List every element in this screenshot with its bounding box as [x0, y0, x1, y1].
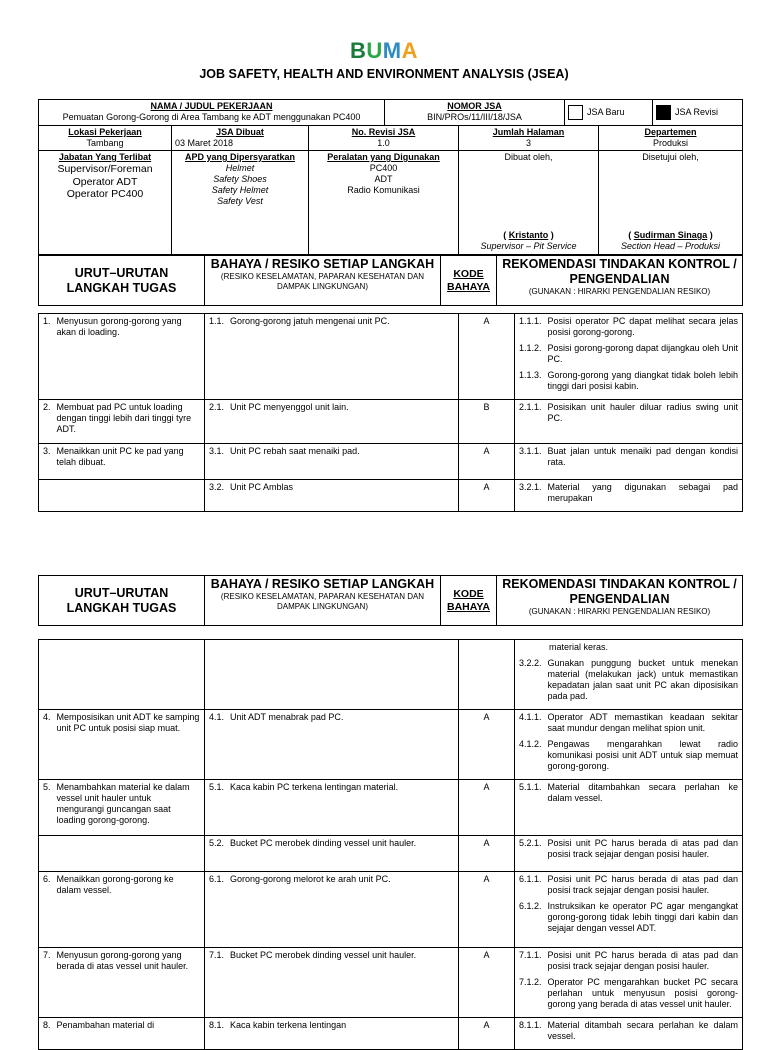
nama-value: Pemuatan Gorong-Gorong di Area Tambang ke ADT menggunakan PC400 [62, 112, 361, 122]
hazard-text: Unit PC rebah saat menaiki pad. [230, 446, 360, 456]
recommendation-item [519, 712, 738, 734]
table-row [39, 948, 743, 1018]
nama-cell [39, 100, 385, 126]
apd-item: Safety Vest [217, 196, 263, 206]
buma-logo [0, 38, 768, 64]
recommendation-text: Material yang digunakan sebagai pad merupakan [547, 482, 738, 503]
col-bahaya [205, 256, 441, 306]
apd-item: Helmet [225, 163, 255, 173]
recommendation-cell [515, 480, 743, 512]
lokasi-value: Tambang [86, 138, 124, 148]
jabatan-label: Jabatan Yang Terlibat [58, 152, 152, 162]
recommendation-cell [515, 710, 743, 780]
recommendation-item [519, 482, 738, 504]
hazard-number: 5.1. [209, 782, 225, 792]
hazard-cell [205, 480, 459, 512]
step-number: 1. [43, 316, 51, 326]
table-row [39, 480, 743, 512]
kode-cell [459, 780, 515, 836]
recommendation-number: 7.1.2. [519, 977, 542, 987]
signer-2-role: Section Head – Produksi [620, 241, 721, 251]
nomor-cell [385, 100, 565, 126]
step-cell [39, 872, 205, 948]
col-rekom-label: REKOMENDASI TINDAKAN KONTROL / PENGENDALIAN [502, 577, 737, 606]
jsa-baru-checkbox[interactable] [568, 105, 583, 120]
hazard-text: Kaca kabin PC terkena lentingan material. [230, 782, 399, 792]
recommendation-number: 4.1.1. [519, 712, 542, 722]
peralatan-item: PC400 [369, 163, 398, 173]
disetujui-oleh-cell: Disetujui oleh, ( Sudirman Sinaga ) Section Head – Produksi [599, 151, 743, 255]
recommendation-cell [515, 314, 743, 400]
kode-value: A [483, 950, 490, 960]
step-cell [39, 314, 205, 400]
recommendation-number: 3.1.1. [519, 446, 542, 456]
dibuat-cell [172, 126, 309, 151]
step-text: Membuat pad PC untuk loading dengan tinggi lebih dari tinggi tyre ADT. [56, 402, 192, 434]
jabatan-item: Supervisor/Foreman [57, 163, 153, 175]
col-rekom [497, 576, 743, 626]
table-row [39, 1018, 743, 1050]
apd-label: APD yang Dipersyaratkan [184, 152, 296, 162]
logo-letter-u: U [366, 38, 383, 63]
column-header-1 [38, 255, 743, 306]
kode-cell [459, 1018, 515, 1050]
recommendation-item [519, 950, 738, 972]
recommendation-text: Instruksikan ke operator PC agar mengangkat gorong-gorong tidak lebih tinggi dari kabin dan sejajar dengan vessel ADT. [547, 901, 738, 933]
dibuat-oleh-label: Dibuat oleh, [504, 152, 553, 162]
dibuat-label: JSA Dibuat [216, 127, 264, 137]
col-rekom-sub: (GUNAKAN : HIRARKI PENGENDALIAN RESIKO) [528, 287, 711, 296]
recommendation-text: Posisi unit PC harus berada di atas pad dan posisi track sejajar dengan posisi hauler. [547, 874, 738, 895]
recommendation-text: Posisi operator PC dapat melihat secara jelas posisi gorong-gorong. [547, 316, 738, 337]
recommendation-item [519, 874, 738, 896]
table-row [39, 640, 743, 710]
recommendation-number: 5.1.1. [519, 782, 542, 792]
hazard-text: Gorong-gorong melorot ke arah unit PC. [230, 874, 391, 884]
step-cell [39, 480, 205, 512]
kode-value: A [483, 782, 490, 792]
hazard-number: 3.1. [209, 446, 225, 456]
recommendation-text: Gunakan punggung bucket untuk menekan material (melakukan jack) untuk memastikan kepadatan jalan saat unit PC akan diposisikan pada pad. [547, 658, 738, 701]
recommendation-text: Material ditambah secara perlahan ke dalam vessel. [547, 1020, 738, 1041]
peralatan-item: Radio Komunikasi [347, 185, 420, 195]
col-rekom-label: REKOMENDASI TINDAKAN KONTROL / PENGENDALIAN [502, 257, 737, 286]
hazard-number: 4.1. [209, 712, 225, 722]
col-bahaya [205, 576, 441, 626]
recommendation-text: Operator PC mengarahkan bucket PC secara perlahan untuk menyusun posisi gorong-gorong yang berada di atas vessel unit hauler. [547, 977, 738, 1009]
step-cell [39, 780, 205, 836]
hazard-number: 7.1. [209, 950, 225, 960]
col-kode [441, 576, 497, 626]
hazard-number: 3.2. [209, 482, 225, 492]
recommendation-text: Material ditambahkan secara perlahan ke dalam vessel. [547, 782, 738, 803]
kode-cell [459, 710, 515, 780]
recommendation-cell [515, 780, 743, 836]
step-text: Menambahkan material ke dalam vessel unit hauler untuk mengurangi guncangan saat loading gorong-gorong. [56, 782, 190, 825]
apd-cell [172, 151, 309, 255]
table-row [39, 314, 743, 400]
recommendation-item [519, 658, 738, 702]
table-row [39, 872, 743, 948]
kode-value: A [483, 316, 490, 326]
header-table [38, 99, 743, 126]
recommendation-text: material keras. [549, 642, 609, 652]
hazard-text: Unit PC Amblas [230, 482, 294, 492]
recommendation-item [519, 370, 738, 392]
recommendation-text: Buat jalan untuk menaiki pad dengan kondisi rata. [547, 446, 738, 467]
recommendation-item [519, 316, 738, 338]
recommendation-cell [515, 836, 743, 872]
recommendation-number: 1.1.1. [519, 316, 542, 326]
recommendation-number: 3.2.1. [519, 482, 542, 492]
recommendation-item [519, 739, 738, 772]
recommendation-item [519, 343, 738, 365]
recommendation-number: 4.1.2. [519, 739, 542, 749]
recommendation-number: 1.1.2. [519, 343, 542, 353]
kode-value: A [483, 838, 490, 848]
recommendation-item [519, 642, 738, 653]
table-row [39, 400, 743, 444]
step-cell [39, 836, 205, 872]
hazard-cell [205, 314, 459, 400]
hazard-cell [205, 710, 459, 780]
kode-value: A [483, 1020, 490, 1030]
col-kode-label: KODE BAHAYA [447, 267, 490, 293]
step-cell [39, 1018, 205, 1050]
kode-value: A [483, 712, 490, 722]
recommendation-cell [515, 1018, 743, 1050]
step-number: 6. [43, 874, 51, 884]
kode-cell [459, 444, 515, 480]
hazard-text: Gorong-gorong jatuh mengenai unit PC. [230, 316, 390, 326]
step-number: 2. [43, 402, 51, 412]
recommendation-text: Operator ADT memastikan keadaan sekitar saat mundur dengan melihat spion unit. [547, 712, 738, 733]
step-number: 7. [43, 950, 51, 960]
hazard-number: 6.1. [209, 874, 225, 884]
hazard-text: Unit PC menyenggol unit lain. [230, 402, 349, 412]
step-text: Menyusun gorong-gorong yang akan di loading. [56, 316, 182, 337]
jsa-rows-page-1 [38, 313, 743, 512]
kode-value: B [483, 402, 490, 412]
recommendation-cell [515, 948, 743, 1018]
jsa-revisi-checkbox[interactable] [656, 105, 671, 120]
recommendation-number: 7.1.1. [519, 950, 542, 960]
recommendation-item [519, 402, 738, 424]
lokasi-cell [39, 126, 172, 151]
col-rekom [497, 256, 743, 306]
step-text: Memposisikan unit ADT ke samping unit PC untuk posisi siap muat. [56, 712, 200, 733]
halaman-label: Jumlah Halaman [492, 127, 565, 137]
lokasi-label: Lokasi Pekerjaan [68, 127, 142, 137]
step-cell [39, 710, 205, 780]
table-row [39, 444, 743, 480]
kode-cell [459, 640, 515, 710]
hazard-text: Bucket PC merobek dinding vessel unit hauler. [230, 838, 417, 848]
hazard-cell [205, 872, 459, 948]
peralatan-item: ADT [374, 174, 393, 184]
recommendation-number: 6.1.1. [519, 874, 542, 884]
kode-cell [459, 836, 515, 872]
step-text: Menyusun gorong-gorong yang berada di atas vessel unit hauler. [56, 950, 189, 971]
hazard-cell [205, 640, 459, 710]
recommendation-text: Posisikan unit hauler diluar radius swing unit PC. [547, 402, 738, 423]
nama-label: NAMA / JUDUL PEKERJAAN [150, 101, 273, 111]
col-kode-label: KODE BAHAYA [447, 587, 490, 613]
nomor-label: NOMOR JSA [447, 101, 502, 111]
hazard-number: 5.2. [209, 838, 225, 848]
recommendation-number: 1.1.3. [519, 370, 542, 380]
recommendation-cell [515, 640, 743, 710]
step-cell [39, 948, 205, 1018]
col-bahaya-label: BAHAYA / RESIKO SETIAP LANGKAH [210, 257, 435, 271]
col-rekom-sub: (GUNAKAN : HIRARKI PENGENDALIAN RESIKO) [528, 607, 711, 616]
hazard-number: 2.1. [209, 402, 225, 412]
halaman-cell [459, 126, 599, 151]
recommendation-number: 8.1.1. [519, 1020, 542, 1030]
jsa-revisi-label: JSA Revisi [675, 106, 719, 117]
recommendation-item [519, 901, 738, 934]
logo-letter-a: A [401, 38, 418, 63]
jsa-baru-cell [565, 100, 653, 126]
hazard-cell [205, 444, 459, 480]
peralatan-cell [309, 151, 459, 255]
signer-2-name: Sudirman Sinaga [633, 230, 708, 240]
hazard-cell [205, 780, 459, 836]
recommendation-cell [515, 400, 743, 444]
hazard-number: 1.1. [209, 316, 225, 326]
recommendation-item [519, 446, 738, 468]
recommendation-text: Gorong-gorong yang diangkat tidak boleh lebih tinggi dari posisi kabin. [547, 370, 738, 391]
recommendation-text: Posisi unit PC harus berada di atas pad dan posisi track sejajar dengan posisi hauler. [547, 950, 738, 971]
recommendation-number: 6.1.2. [519, 901, 542, 911]
hazard-text: Kaca kabin terkena lentingan [230, 1020, 347, 1030]
step-text: Menaikkan gorong-gorong ke dalam vessel. [56, 874, 174, 895]
jsa-revisi-cell [653, 100, 743, 126]
hazard-cell [205, 836, 459, 872]
col-bahaya-label: BAHAYA / RESIKO SETIAP LANGKAH [210, 577, 435, 591]
logo-letter-m: M [382, 38, 402, 63]
recommendation-item [519, 1020, 738, 1042]
step-number: 3. [43, 446, 51, 456]
column-header-2 [38, 575, 743, 626]
dept-value: Produksi [652, 138, 688, 148]
revisi-value: 1.0 [377, 138, 390, 148]
step-cell [39, 640, 205, 710]
step-cell [39, 444, 205, 480]
jsa-rows-page-2 [38, 639, 743, 1050]
signer-1-role: Supervisor – Pit Service [480, 241, 577, 251]
recommendation-cell [515, 444, 743, 480]
kode-cell [459, 872, 515, 948]
recommendation-item [519, 977, 738, 1010]
step-text: Menaikkan unit PC ke pad yang telah dibuat. [56, 446, 184, 467]
col-bahaya-sub: (RESIKO KESELAMATAN, PAPARAN KESEHATAN DAN DAMPAK LINGKUNGAN) [220, 272, 425, 291]
hazard-text: Unit ADT menabrak pad PC. [230, 712, 344, 722]
disetujui-oleh-label: Disetujui oleh, [642, 152, 699, 162]
kode-cell [459, 948, 515, 1018]
col-urutan [39, 576, 205, 626]
halaman-value: 3 [525, 138, 531, 148]
apd-item: Safety Helmet [211, 185, 269, 195]
kode-cell [459, 314, 515, 400]
col-urutan [39, 256, 205, 306]
revisi-label: No. Revisi JSA [351, 127, 416, 137]
col-urutan-label: URUT–URUTAN LANGKAH TUGAS [66, 585, 177, 615]
kode-cell [459, 480, 515, 512]
step-number: 5. [43, 782, 51, 792]
document-title: JOB SAFETY, HEALTH AND ENVIRONMENT ANALYSIS (JSEA) [199, 67, 569, 81]
peralatan-label: Peralatan yang Digunakan [327, 152, 440, 162]
kode-value: A [483, 446, 490, 456]
kode-cell [459, 400, 515, 444]
recommendation-number: 3.2.2. [519, 658, 542, 668]
recommendation-cell [515, 872, 743, 948]
recommendation-item [519, 838, 738, 860]
hazard-cell [205, 948, 459, 1018]
table-row [39, 780, 743, 836]
recommendation-item [519, 782, 738, 804]
step-number: 4. [43, 712, 51, 722]
table-row [39, 710, 743, 780]
header-table-2 [38, 125, 743, 255]
jsa-baru-label: JSA Baru [587, 106, 625, 117]
jabatan-cell [39, 151, 172, 255]
hazard-number: 8.1. [209, 1020, 225, 1030]
kode-value: A [483, 874, 490, 884]
nomor-value: BIN/PROs/11/III/18/JSA [427, 112, 522, 122]
dibuat-oleh-cell: Dibuat oleh, ( Kristanto ) Supervisor – Pit Service [459, 151, 599, 255]
step-number: 8. [43, 1020, 51, 1030]
jabatan-item: Operator PC400 [66, 188, 144, 200]
recommendation-number: 2.1.1. [519, 402, 542, 412]
recommendation-text: Pengawas mengarahkan lewat radio komunikasi posisi unit ADT untuk siap memuat gorong-gorong. [547, 739, 738, 771]
step-text: Penambahan material di [56, 1020, 155, 1030]
col-kode [441, 256, 497, 306]
table-row [39, 836, 743, 872]
step-cell [39, 400, 205, 444]
apd-item: Safety Shoes [213, 174, 267, 184]
revisi-cell [309, 126, 459, 151]
recommendation-text: Posisi gorong-gorong dapat dijangkau oleh Unit PC. [547, 343, 738, 364]
col-urutan-label: URUT–URUTAN LANGKAH TUGAS [66, 265, 177, 295]
recommendation-number: 5.2.1. [519, 838, 542, 848]
hazard-cell [205, 400, 459, 444]
hazard-cell [205, 1018, 459, 1050]
kode-value: A [483, 482, 490, 492]
recommendation-text: Posisi unit PC harus berada di atas pad dan posisi track sejajar dengan posisi hauler. [547, 838, 738, 859]
signer-1-name: Kristanto [508, 230, 549, 240]
jabatan-item: Operator ADT [72, 175, 138, 188]
col-bahaya-sub: (RESIKO KESELAMATAN, PAPARAN KESEHATAN DAN DAMPAK LINGKUNGAN) [220, 592, 425, 611]
dept-label: Departemen [644, 127, 697, 137]
logo-letter-b: B [350, 38, 367, 63]
dibuat-value: 03 Maret 2018 [175, 138, 234, 148]
dept-cell [599, 126, 743, 151]
hazard-text: Bucket PC merobek dinding vessel unit hauler. [230, 950, 417, 960]
